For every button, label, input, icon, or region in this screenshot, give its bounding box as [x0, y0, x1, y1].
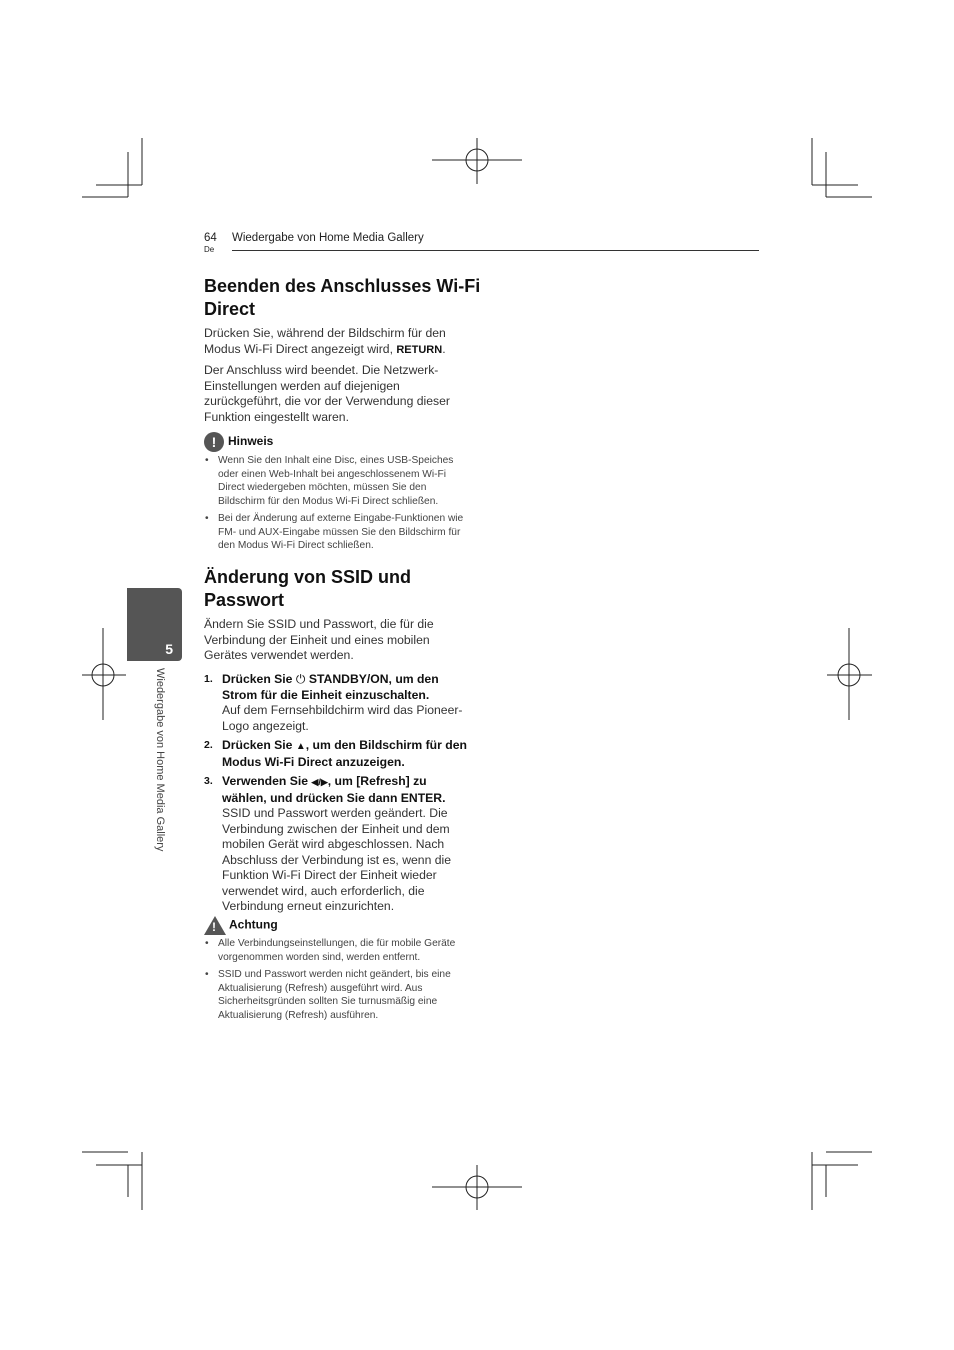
step — [204, 738, 469, 770]
paragraph-text: Drücken Sie, während der Bildschirm für den Modus Wi-Fi Direct angezeigt wird, — [204, 326, 446, 356]
key-label: RETURN — [396, 343, 443, 356]
step-description: Auf dem Fernsehbildchirm wird das Pioneer-Logo angezeigt. — [222, 703, 463, 733]
step-instruction: Verwenden Sie ◀/▶, um [Refresh] zu wählen, und drücken Sie dann ENTER. — [222, 774, 446, 805]
caution-item: • SSID und Passwort werden nicht geändert, bis eine Aktualisierung (Refresh) ausgeführt wird. Aus Sicherheitsgründen sollten Sie turnusmäßig eine Aktualisierung (Refresh) ausführen. — [204, 968, 464, 1022]
page-language: De — [204, 245, 215, 254]
section-body — [204, 326, 474, 425]
chapter-number: 5 — [165, 641, 173, 657]
step-number: 1. — [204, 673, 213, 685]
running-header: Wiedergabe von Home Media Gallery — [232, 232, 424, 244]
caution-item: • Alle Verbindungseinstellungen, die für mobile Geräte vorgenommen worden sind, werden entfernt. — [204, 937, 464, 964]
section-title: Änderung von SSID und Passwort — [204, 567, 411, 610]
note-title: Hinweis — [228, 434, 274, 449]
step-number: 3. — [204, 775, 213, 787]
arrow-left-right-icon: ◀/▶ — [311, 777, 328, 787]
chapter-side-label: Wiedergabe von Home Media Gallery — [154, 668, 166, 852]
note-item: • Bei der Änderung auf externe Eingabe-Funktionen wie FM- und AUX-Eingabe müssen Sie den Bildschirm für den Modus Wi-Fi Direct schließen. — [204, 512, 464, 553]
note-heading — [204, 432, 464, 452]
step — [204, 774, 469, 915]
paragraph: Ändern Sie SSID und Passwort, die für die Verbindung der Einheit und eines mobilen Gerätes verwendet werden. — [204, 617, 434, 662]
exclamation-icon: ! — [204, 432, 224, 452]
step-number: 2. — [204, 739, 213, 751]
warning-icon: ! — [204, 916, 226, 935]
chapter-tab — [127, 588, 182, 661]
caution-title: Achtung — [229, 917, 278, 932]
step-instruction: Drücken Sie ▲, um den Bildschirm für den Modus Wi-Fi Direct anzuzeigen. — [222, 738, 467, 769]
header-rule — [232, 250, 759, 251]
step-instruction: Drücken Sie ⏻ STANDBY/ON, um den Strom für die Einheit einzuschalten. — [222, 672, 439, 702]
step-description: SSID und Passwort werden geändert. Die Verbindung zwischen der Einheit und dem mobilen Gerät wird abgeschlossen. Nach Abschluss der Verbindung ist es, wenn die Funktion Wi-Fi Direct der Einheit wieder verwendet wird, auch erforderlich, die Verbindung erneut einzurichten. — [222, 806, 451, 913]
caution-box — [204, 916, 464, 1026]
paragraph: Der Anschluss wird beendet. Die Netzwerk-Einstellungen werden auf diejenigen zurückgeführt, die vor der Verwendung dieser Funktion eingestellt waren. — [204, 363, 450, 424]
arrow-up-icon: ▲ — [295, 741, 306, 752]
note-box — [204, 432, 464, 557]
step — [204, 672, 469, 734]
page-number: 64 — [204, 232, 217, 244]
steps-list — [204, 672, 469, 919]
section-title: Beenden des Anschlusses Wi-Fi Direct — [204, 276, 481, 319]
paragraph: Drücken Sie, während der Bildschirm für den Modus Wi-Fi Direct angezeigt wird, RETURN. — [204, 326, 446, 356]
caution-heading — [204, 916, 464, 935]
note-item: • Wenn Sie den Inhalt eine Disc, eines USB-Speiches oder einen Web-Inhalt bei angeschlossenem Wi-Fi Direct wiedergeben möchten, müssen Sie den Bildschirm für den Modus Wi-Fi Direct schließen. — [204, 454, 464, 508]
power-icon: ⏻ — [295, 672, 306, 686]
